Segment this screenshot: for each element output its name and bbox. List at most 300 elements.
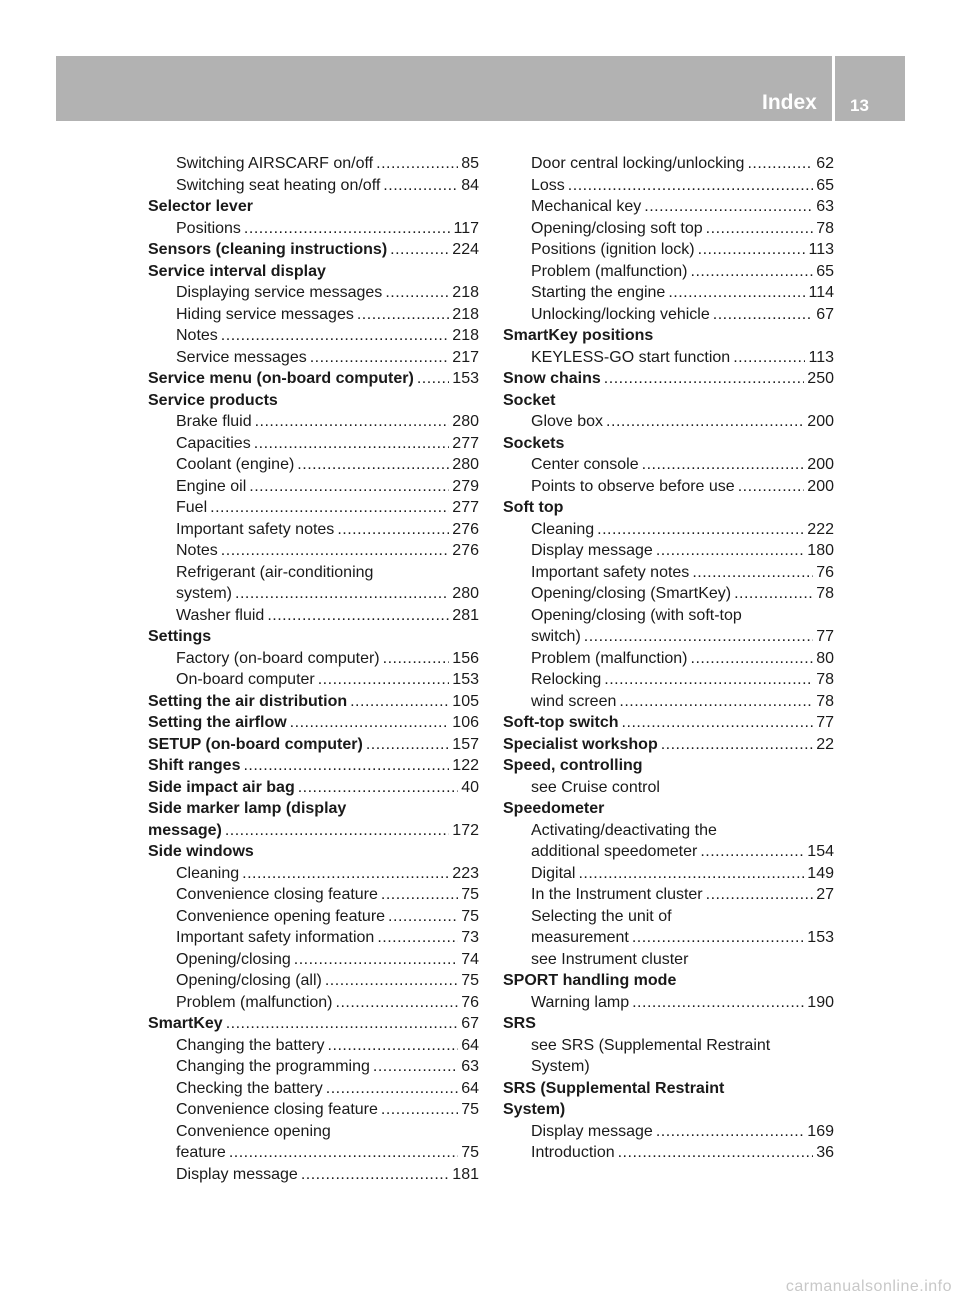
- leader-dots: [713, 304, 813, 326]
- entry-page-number: 280: [452, 585, 479, 602]
- leader-dots: [243, 755, 449, 777]
- leader-dots: [417, 368, 449, 390]
- entry-label: wind screen: [531, 692, 617, 710]
- entry-label: measurement: [531, 929, 629, 946]
- entry-label: Opening/closing (all): [176, 972, 322, 989]
- entry-label: Switching seat heating on/off: [176, 176, 381, 194]
- entry-page-number: 64: [461, 1079, 479, 1097]
- leader-dots: [381, 1099, 458, 1121]
- index-entry: [148, 927, 479, 949]
- index-entry: [148, 648, 479, 670]
- entry-label: Service interval display: [148, 262, 326, 280]
- leader-dots: [700, 841, 804, 863]
- index-entry: [503, 605, 834, 627]
- leader-dots: [691, 261, 814, 283]
- index-entry: [503, 669, 834, 691]
- leader-dots: [337, 519, 449, 541]
- index-entry: [503, 992, 834, 1014]
- entry-label: Convenience closing feature: [176, 886, 378, 903]
- index-entry: [503, 411, 834, 433]
- entry-label: Points to observe before use: [531, 477, 735, 495]
- leader-dots: [376, 153, 458, 175]
- leader-dots: [235, 583, 449, 605]
- index-entry: [503, 476, 834, 498]
- entry-label: Shift ranges: [148, 757, 241, 774]
- entry-label: In the Instrument cluster: [531, 886, 703, 903]
- entry-label: Display message: [176, 1165, 298, 1183]
- entry-page-number: 154: [807, 843, 834, 860]
- index-entry: [503, 884, 834, 906]
- leader-dots: [267, 605, 449, 627]
- index-entry: [503, 906, 834, 928]
- entry-label: Factory (on-board computer): [176, 649, 380, 667]
- index-entry: [503, 497, 834, 519]
- index-entry: [148, 777, 479, 799]
- index-entry: [503, 841, 834, 863]
- index-entry: [148, 605, 479, 627]
- entry-page-number: 113: [808, 348, 834, 366]
- index-entry: [148, 820, 479, 842]
- entry-label: Opening/closing soft top: [531, 219, 703, 237]
- entry-page-number: 190: [807, 993, 834, 1011]
- entry-label: Side marker lamp (display: [148, 800, 347, 817]
- index-entry: [148, 304, 479, 326]
- entry-label: Glove box: [531, 413, 604, 430]
- index-entry: [503, 863, 834, 885]
- entry-label: Changing the battery: [176, 1036, 325, 1054]
- leader-dots: [297, 454, 449, 476]
- entry-page-number: 67: [461, 1015, 479, 1032]
- entry-page-number: 75: [461, 1101, 479, 1118]
- entry-page-number: 218: [452, 305, 479, 323]
- leader-dots: [254, 433, 450, 455]
- entry-page-number: 181: [452, 1165, 479, 1183]
- entry-label: Socket: [503, 391, 556, 409]
- leader-dots: [381, 884, 458, 906]
- entry-label: SmartKey: [148, 1015, 223, 1032]
- entry-label: Specialist workshop: [503, 735, 658, 753]
- entry-label: Snow chains: [503, 370, 601, 387]
- leader-dots: [656, 540, 804, 562]
- entry-page-number: 27: [816, 886, 834, 903]
- index-entry: [148, 411, 479, 433]
- entry-page-number: 276: [452, 542, 479, 559]
- index-entry: [148, 1013, 479, 1035]
- leader-dots: [221, 540, 450, 562]
- entry-label: Engine oil: [176, 477, 247, 495]
- entry-label: see SRS (Supplemental Restraint: [531, 1036, 771, 1054]
- index-entry: [148, 669, 479, 691]
- entry-page-number: 114: [808, 284, 834, 301]
- leader-dots: [619, 691, 813, 713]
- entry-page-number: 75: [461, 972, 479, 989]
- leader-dots: [226, 1013, 459, 1035]
- leader-dots: [221, 325, 450, 347]
- entry-label: Center console: [531, 456, 639, 473]
- entry-page-number: 153: [452, 370, 479, 387]
- leader-dots: [597, 519, 804, 541]
- entry-page-number: 113: [808, 241, 834, 258]
- entry-label: switch): [531, 628, 581, 645]
- leader-dots: [326, 1078, 458, 1100]
- leader-dots: [350, 691, 449, 713]
- entry-page-number: 75: [461, 886, 479, 903]
- entry-page-number: 122: [452, 757, 479, 774]
- entry-page-number: 117: [453, 219, 479, 237]
- entry-page-number: 250: [807, 370, 834, 387]
- entry-label: KEYLESS-GO start function: [531, 348, 731, 366]
- leader-dots: [738, 476, 805, 498]
- index-entry: [148, 798, 479, 820]
- index-entry: [503, 1035, 834, 1057]
- entry-page-number: 40: [461, 778, 479, 796]
- index-entry: [503, 1142, 834, 1164]
- index-entry: [148, 519, 479, 541]
- index-entry: [148, 1142, 479, 1164]
- index-entry: [503, 261, 834, 283]
- index-entry: [148, 734, 479, 756]
- leader-dots: [290, 712, 450, 734]
- index-entry: [148, 583, 479, 605]
- entry-page-number: 277: [452, 499, 479, 516]
- index-entry: [148, 626, 479, 648]
- index-entry: [148, 390, 479, 412]
- entry-label: Opening/closing (with soft-top: [531, 606, 742, 624]
- index-entry: [503, 390, 834, 412]
- leader-dots: [301, 1164, 449, 1186]
- entry-page-number: 149: [807, 864, 834, 882]
- entry-page-number: 106: [452, 714, 479, 731]
- leader-dots: [298, 777, 458, 799]
- entry-label: system): [176, 585, 232, 602]
- entry-page-number: 64: [461, 1036, 479, 1054]
- index-entry: [503, 304, 834, 326]
- leader-dots: [668, 282, 805, 304]
- leader-dots: [568, 175, 813, 197]
- entry-page-number: 76: [461, 993, 479, 1011]
- entry-page-number: 222: [807, 520, 834, 538]
- entry-page-number: 65: [816, 176, 834, 194]
- index-entry: [148, 1099, 479, 1121]
- leader-dots: [249, 476, 449, 498]
- entry-label: Convenience closing feature: [176, 1101, 378, 1118]
- index-entry: [148, 497, 479, 519]
- index-entry: [148, 949, 479, 971]
- entry-page-number: 224: [452, 241, 479, 258]
- entry-label: Digital: [531, 864, 576, 882]
- entry-page-number: 76: [816, 563, 834, 581]
- entry-label: SRS (Supplemental Restraint: [503, 1079, 725, 1097]
- entry-label: Speedometer: [503, 800, 605, 817]
- entry-label: Switching AIRSCARF on/off: [176, 155, 374, 172]
- entry-page-number: 277: [452, 434, 479, 452]
- index-entry: [148, 1035, 479, 1057]
- index-entry: [503, 1078, 834, 1100]
- entry-page-number: 78: [816, 671, 834, 688]
- entry-page-number: 280: [452, 456, 479, 473]
- leader-dots: [229, 1142, 458, 1164]
- entry-label: Setting the air distribution: [148, 692, 348, 710]
- entry-page-number: 65: [816, 262, 834, 280]
- entry-page-number: 217: [452, 348, 479, 366]
- entry-label: see Instrument cluster: [531, 950, 689, 968]
- entry-label: Unlocking/locking vehicle: [531, 305, 710, 323]
- entry-label: Door central locking/unlocking: [531, 155, 745, 172]
- leader-dots: [604, 669, 813, 691]
- leader-dots: [388, 906, 458, 928]
- entry-page-number: 75: [461, 1144, 479, 1161]
- entry-page-number: 172: [452, 821, 479, 839]
- leader-dots: [390, 239, 449, 261]
- index-entry: [503, 820, 834, 842]
- index-entry: [503, 927, 834, 949]
- leader-dots: [698, 239, 806, 261]
- index-entry: [503, 583, 834, 605]
- index-entry: [148, 433, 479, 455]
- leader-dots: [706, 884, 814, 906]
- entry-label: Changing the programming: [176, 1058, 370, 1075]
- index-entry: [148, 218, 479, 240]
- entry-label: Fuel: [176, 499, 208, 516]
- index-entry: [503, 454, 834, 476]
- entry-label: Service menu (on-board computer): [148, 370, 414, 387]
- entry-label: Relocking: [531, 671, 602, 688]
- index-entry: [148, 153, 479, 175]
- leader-dots: [383, 175, 458, 197]
- index-entry: [503, 282, 834, 304]
- entry-label: Cleaning: [531, 520, 595, 538]
- index-entry: [503, 798, 834, 820]
- entry-page-number: 78: [816, 219, 834, 237]
- index-entry: [148, 755, 479, 777]
- leader-dots: [385, 282, 449, 304]
- leader-dots: [604, 368, 805, 390]
- entry-label: Opening/closing: [176, 950, 291, 968]
- entry-page-number: 75: [461, 907, 479, 925]
- leader-dots: [366, 734, 449, 756]
- entry-page-number: 200: [807, 456, 834, 473]
- header-divider: [832, 56, 835, 121]
- leader-dots: [584, 626, 813, 648]
- entry-page-number: 153: [452, 671, 479, 688]
- entry-label: Opening/closing (SmartKey): [531, 585, 732, 602]
- entry-label: Notes: [176, 327, 218, 344]
- index-entry: [148, 454, 479, 476]
- index-entry: [148, 1078, 479, 1100]
- entry-label: Problem (malfunction): [531, 649, 688, 667]
- entry-label: System): [531, 1058, 590, 1075]
- entry-label: SPORT handling mode: [503, 972, 677, 989]
- entry-page-number: 169: [807, 1122, 834, 1140]
- entry-label: Side windows: [148, 843, 254, 860]
- index-entry: [148, 970, 479, 992]
- entry-label: Selecting the unit of: [531, 907, 672, 925]
- index-entry: [148, 1164, 479, 1186]
- leader-dots: [255, 411, 450, 433]
- page-title: Index: [762, 91, 817, 114]
- entry-label: Refrigerant (air-conditioning: [176, 563, 374, 581]
- leader-dots: [661, 734, 813, 756]
- leader-dots: [318, 669, 450, 691]
- index-entry: [148, 691, 479, 713]
- leader-dots: [622, 712, 814, 734]
- entry-label: Sockets: [503, 434, 565, 452]
- entry-page-number: 84: [461, 176, 479, 194]
- index-entry: [148, 884, 479, 906]
- entry-page-number: 22: [816, 735, 834, 753]
- index-entry: [503, 949, 834, 971]
- index-entry: [148, 992, 479, 1014]
- index-entry: [503, 175, 834, 197]
- entry-page-number: 180: [807, 542, 834, 559]
- index-entry: [148, 476, 479, 498]
- entry-label: Displaying service messages: [176, 284, 383, 301]
- entry-label: Hiding service messages: [176, 305, 354, 323]
- entry-label: Positions (ignition lock): [531, 241, 695, 258]
- leader-dots: [328, 1035, 459, 1057]
- index-entry: [503, 1099, 834, 1121]
- leader-dots: [632, 927, 804, 949]
- index-entry: [503, 648, 834, 670]
- entry-page-number: 279: [452, 477, 479, 495]
- entry-label: Service products: [148, 391, 278, 409]
- index-entry: [148, 562, 479, 584]
- index-entry: [148, 282, 479, 304]
- index-entry: [148, 239, 479, 261]
- index-entry: [503, 153, 834, 175]
- index-entry: [503, 626, 834, 648]
- page-number: 13: [850, 96, 869, 115]
- entry-page-number: 223: [452, 864, 479, 882]
- index-entry: [148, 863, 479, 885]
- index-entry: [503, 1121, 834, 1143]
- leader-dots: [706, 218, 814, 240]
- index-entry: [503, 777, 834, 799]
- entry-label: Side impact air bag: [148, 778, 295, 796]
- leader-dots: [578, 863, 804, 885]
- entry-label: Setting the airflow: [148, 714, 287, 731]
- entry-label: Problem (malfunction): [531, 262, 688, 280]
- index-entry: [503, 970, 834, 992]
- entry-label: Sensors (cleaning instructions): [148, 241, 388, 258]
- entry-page-number: 218: [452, 327, 479, 344]
- leader-dots: [618, 1142, 814, 1164]
- index-entry: [503, 218, 834, 240]
- leader-dots: [225, 820, 449, 842]
- entry-label: SETUP (on-board computer): [148, 735, 363, 753]
- leader-dots: [357, 304, 449, 326]
- entry-label: Notes: [176, 542, 218, 559]
- entry-page-number: 200: [807, 477, 834, 495]
- entry-page-number: 105: [452, 692, 479, 710]
- entry-page-number: 77: [816, 714, 834, 731]
- entry-page-number: 78: [816, 585, 834, 602]
- entry-label: feature: [176, 1144, 226, 1161]
- entry-label: Capacities: [176, 434, 251, 452]
- entry-label: Problem (malfunction): [176, 993, 333, 1011]
- entry-page-number: 281: [452, 606, 479, 624]
- leader-dots: [642, 454, 805, 476]
- entry-page-number: 63: [816, 198, 834, 215]
- entry-page-number: 280: [452, 413, 479, 430]
- entry-label: On-board computer: [176, 671, 315, 688]
- entry-page-number: 85: [461, 155, 479, 172]
- entry-label: SmartKey positions: [503, 327, 654, 344]
- index-entry: [148, 196, 479, 218]
- entry-page-number: 36: [816, 1144, 834, 1161]
- index-entry: [503, 691, 834, 713]
- entry-page-number: 77: [816, 628, 834, 645]
- entry-label: Service messages: [176, 348, 307, 366]
- leader-dots: [606, 411, 804, 433]
- entry-label: Display message: [531, 1122, 653, 1140]
- entry-label: message): [148, 821, 222, 839]
- index-entry: [148, 347, 479, 369]
- index-entry: [148, 712, 479, 734]
- entry-label: Speed, controlling: [503, 757, 643, 774]
- entry-label: see Cruise control: [531, 778, 660, 796]
- entry-label: Positions: [176, 219, 241, 237]
- index-entry: [503, 519, 834, 541]
- entry-page-number: 62: [816, 155, 834, 172]
- index-entry: [503, 368, 834, 390]
- index-entry: [148, 325, 479, 347]
- leader-dots: [747, 153, 813, 175]
- entry-label: Brake fluid: [176, 413, 252, 430]
- leader-dots: [733, 347, 805, 369]
- footer-watermark: carmanualsonline.info: [785, 1278, 952, 1295]
- entry-label: Warning lamp: [531, 993, 630, 1011]
- index-entry: [503, 239, 834, 261]
- entry-label: Soft-top switch: [503, 714, 619, 731]
- leader-dots: [242, 863, 449, 885]
- index-entry: [503, 712, 834, 734]
- entry-label: SRS: [503, 1015, 536, 1032]
- leader-dots: [377, 927, 458, 949]
- leader-dots: [310, 347, 450, 369]
- leader-dots: [210, 497, 449, 519]
- entry-label: Mechanical key: [531, 198, 642, 215]
- entry-page-number: 276: [452, 520, 479, 538]
- entry-page-number: 80: [816, 649, 834, 667]
- index-entry: [503, 755, 834, 777]
- entry-label: Washer fluid: [176, 606, 265, 624]
- entry-page-number: 78: [816, 692, 834, 710]
- leader-dots: [734, 583, 813, 605]
- index-column-right: [503, 153, 834, 1164]
- index-entry: [503, 433, 834, 455]
- index-entry: [503, 540, 834, 562]
- entry-page-number: 73: [461, 929, 479, 946]
- index-entry: [148, 368, 479, 390]
- entry-page-number: 63: [461, 1058, 479, 1075]
- index-entry: [503, 196, 834, 218]
- leader-dots: [294, 949, 458, 971]
- entry-label: Coolant (engine): [176, 456, 295, 473]
- entry-label: Important safety notes: [531, 563, 690, 581]
- index-entry: [503, 1013, 834, 1035]
- index-entry: [148, 540, 479, 562]
- entry-label: Display message: [531, 542, 653, 559]
- entry-label: Checking the battery: [176, 1079, 323, 1097]
- entry-label: Selector lever: [148, 198, 253, 215]
- index-entry: [503, 325, 834, 347]
- entry-page-number: 74: [461, 950, 479, 968]
- index-entry: [148, 1056, 479, 1078]
- leader-dots: [244, 218, 451, 240]
- index-entry: [148, 175, 479, 197]
- entry-label: Loss: [531, 176, 565, 194]
